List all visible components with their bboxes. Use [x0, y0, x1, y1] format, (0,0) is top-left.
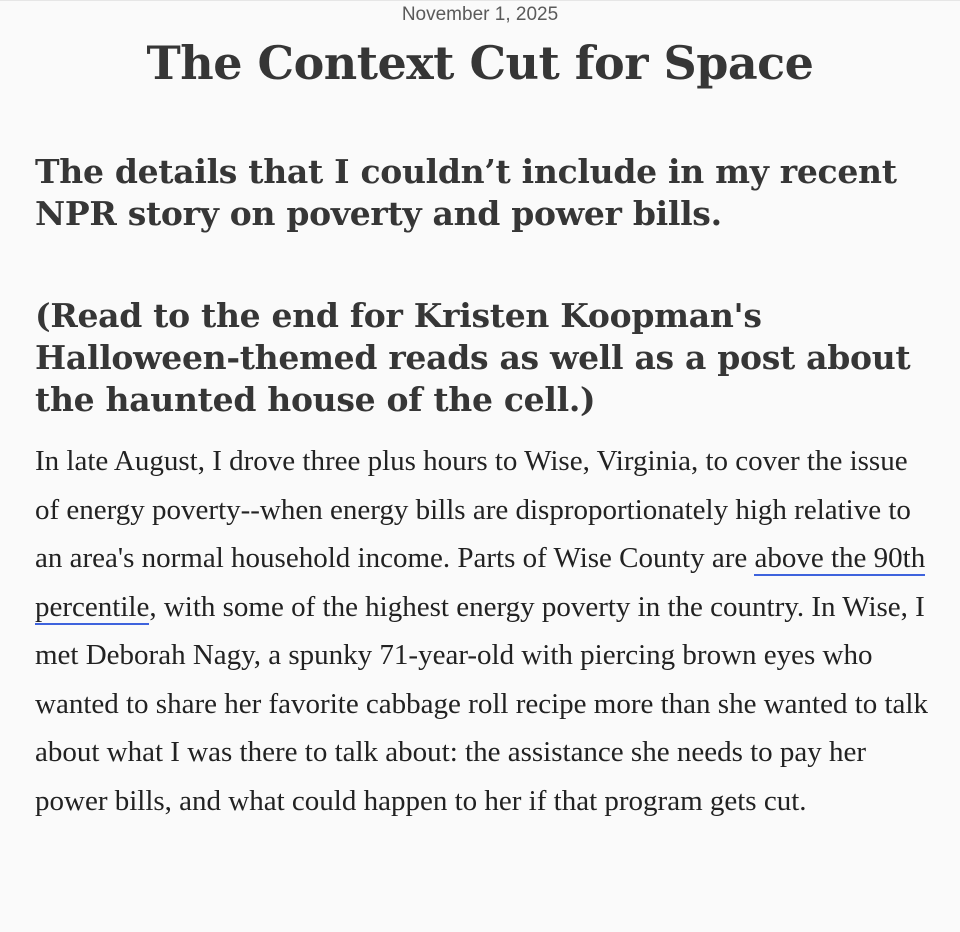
- post-title: The Context Cut for Space: [146, 36, 814, 90]
- read-to-end-note: (Read to the end for Kristen Koopman's Halloween-themed reads as well as a post about the haunted house of the cell.): [35, 296, 911, 419]
- paragraph-text-end: , with some of the highest energy poverty in the country. In Wise, I met Deborah Nagy, a spunky 71-year-old with piercing brown eyes who wanted to share her favorite cabbage roll recipe more than she wanted to talk about what I was there to talk about: the assistance she needs to pay her power bills, and what could happen to her if that program gets cut.: [35, 590, 928, 817]
- paragraph-text-start: In late August, I drove three plus hours to Wise, Virginia, to cover the issue of energy poverty--when energy bills are disproportionately high relative to an area's normal household income. Parts of Wise County are: [35, 445, 911, 574]
- article-paragraph: [35, 437, 935, 825]
- percentile-link[interactable]: above the 90th percentile: [35, 542, 926, 623]
- post-date: November 1, 2025: [401, 4, 559, 25]
- post-subtitle: The details that I couldn’t include in my recent NPR story on poverty and power bills.: [35, 152, 897, 233]
